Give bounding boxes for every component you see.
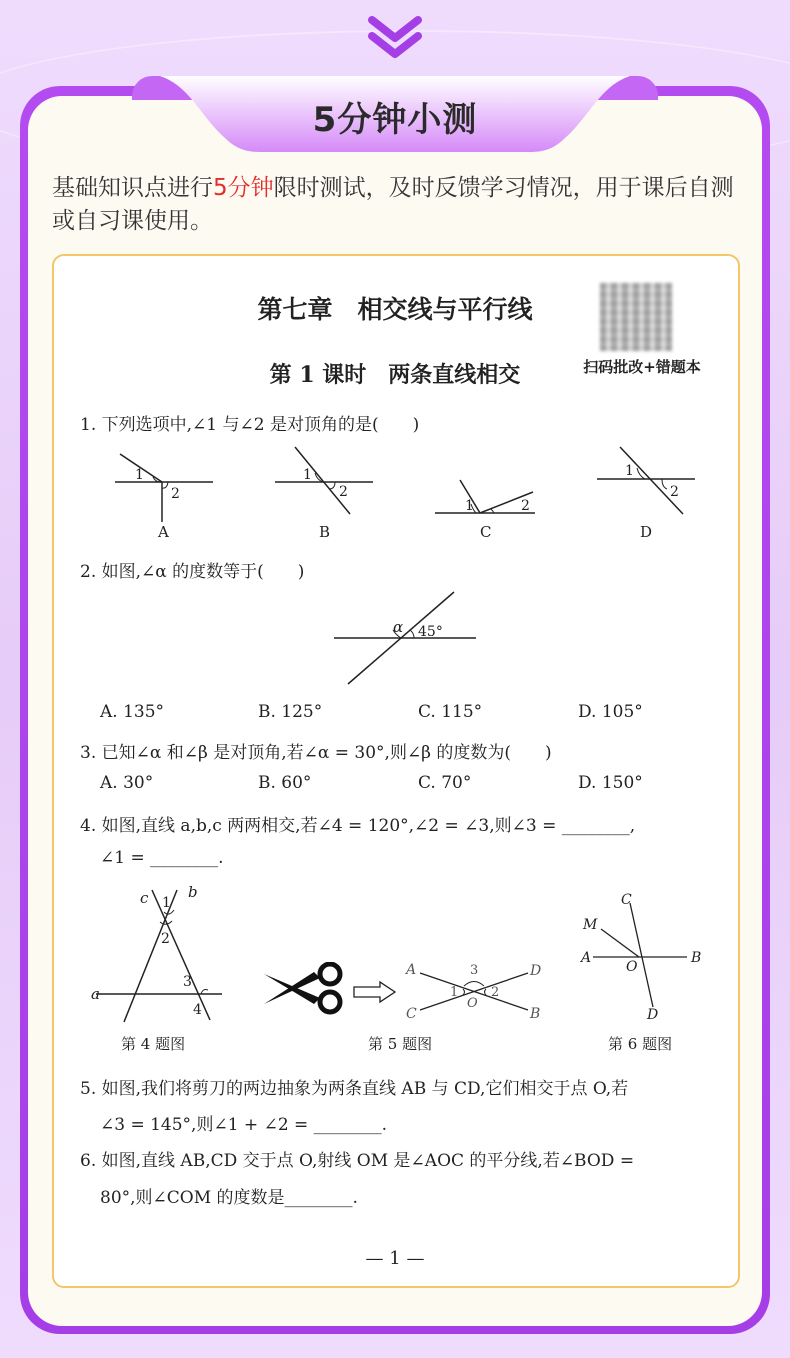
q1-figure-b xyxy=(275,447,373,541)
figure-6-caption: 第 6 题图 xyxy=(608,1035,673,1053)
q1-figure-a xyxy=(115,454,213,541)
qr-code-icon[interactable] xyxy=(600,283,672,351)
fig5-label-o: O xyxy=(467,996,478,1011)
svg-text:3: 3 xyxy=(183,974,192,990)
q3-option-b: B. 60° xyxy=(258,773,312,793)
svg-text:2: 2 xyxy=(491,985,500,1000)
figure-5-caption: 第 5 题图 xyxy=(368,1035,433,1053)
svg-text:2: 2 xyxy=(521,498,530,514)
q2-alpha-label: α xyxy=(393,618,404,636)
scissors-icon xyxy=(262,962,346,1016)
q2-option-c: C. 115° xyxy=(418,702,483,722)
fig6-label-a: A xyxy=(581,950,592,966)
q2-option-b: B. 125° xyxy=(258,702,323,722)
intro-highlight: 5分钟 xyxy=(213,175,274,201)
q2-figure xyxy=(330,590,480,690)
question-6-line-2: 80°,则∠COM 的度数是________. xyxy=(100,1188,358,1208)
q3-option-c: C. 70° xyxy=(418,773,472,793)
svg-text:2: 2 xyxy=(171,486,180,502)
svg-text:3: 3 xyxy=(470,963,479,978)
qr-label: 扫码批改+错题本 xyxy=(583,358,701,376)
fig5-label-a: A xyxy=(406,962,417,978)
question-3: 3. 已知∠α 和∠β 是对顶角,若∠α = 30°,则∠β 的度数为( ) xyxy=(80,743,552,763)
lesson-title: 第 1 课时 两条直线相交 xyxy=(269,362,521,388)
question-5-line-1: 5. 如图,我们将剪刀的两边抽象为两条直线 AB 与 CD,它们相交于点 O,若 xyxy=(80,1079,629,1099)
question-1: 1. 下列选项中,∠1 与∠2 是对顶角的是( ) xyxy=(80,415,420,435)
question-4-line-2: ∠1 = ________. xyxy=(100,848,224,868)
q2-option-a: A. 135° xyxy=(100,702,165,722)
chapter-title: 第七章 相交线与平行线 xyxy=(257,295,533,324)
fig4-label-c: c xyxy=(140,889,149,907)
svg-text:2: 2 xyxy=(670,484,679,500)
q1-choice-a: A xyxy=(158,523,169,541)
figure-6 xyxy=(575,885,710,1025)
question-6-line-1: 6. 如图,直线 AB,CD 交于点 O,射线 OM 是∠AOC 的平分线,若∠BOD = xyxy=(80,1151,635,1171)
svg-text:1: 1 xyxy=(162,895,171,911)
q1-figure-d xyxy=(597,447,695,541)
q3-option-a: A. 30° xyxy=(100,773,154,793)
figure-4 xyxy=(82,880,232,1030)
fig6-label-m: M xyxy=(583,917,598,933)
q1-figure-c xyxy=(435,480,535,541)
double-chevron-down-icon xyxy=(366,14,424,60)
svg-text:1: 1 xyxy=(303,467,312,483)
svg-text:4: 4 xyxy=(193,1002,202,1018)
fig5-label-c: C xyxy=(406,1006,417,1022)
intro-text: 基础知识点进行5分钟限时测试，及时反馈学习情况，用于课后自测或自习课使用。 xyxy=(52,175,734,234)
svg-text:2: 2 xyxy=(161,931,170,947)
fig6-label-b: B xyxy=(691,950,702,966)
svg-text:1: 1 xyxy=(135,467,144,483)
question-4-line-1: 4. 如图,直线 a,b,c 两两相交,若∠4 = 120°,∠2 = ∠3,则∠3 = ________, xyxy=(80,816,636,836)
q2-angle-label: 45° xyxy=(418,624,443,640)
svg-text:2: 2 xyxy=(339,484,348,500)
fig4-label-b: b xyxy=(188,883,198,901)
q3-option-d: D. 150° xyxy=(578,773,643,793)
svg-text:1: 1 xyxy=(625,463,634,479)
fig6-label-c: C xyxy=(621,892,632,908)
q2-option-d: D. 105° xyxy=(578,702,643,722)
fig5-label-b: B xyxy=(530,1006,541,1022)
page-title: 5分钟小测 xyxy=(312,100,478,140)
q1-choice-b: B xyxy=(319,523,331,541)
svg-text:1: 1 xyxy=(450,985,459,1000)
svg-text:1: 1 xyxy=(465,498,474,514)
question-5-line-2: ∠3 = 145°,则∠1 + ∠2 = ________. xyxy=(100,1115,388,1135)
page-number: — 1 — xyxy=(365,1248,425,1269)
figure-4-caption: 第 4 题图 xyxy=(121,1035,186,1053)
q1-choice-d: D xyxy=(640,523,653,541)
q1-figures xyxy=(105,442,725,542)
right-arrow-icon xyxy=(352,980,398,1004)
figure-5 xyxy=(400,955,550,1025)
fig6-label-d: D xyxy=(647,1007,659,1023)
fig4-label-a: a xyxy=(91,985,100,1003)
fig6-label-o: O xyxy=(626,959,638,975)
q1-choice-c: C xyxy=(480,523,492,541)
fig5-label-d: D xyxy=(530,963,542,979)
question-2: 2. 如图,∠α 的度数等于( ) xyxy=(80,562,305,582)
